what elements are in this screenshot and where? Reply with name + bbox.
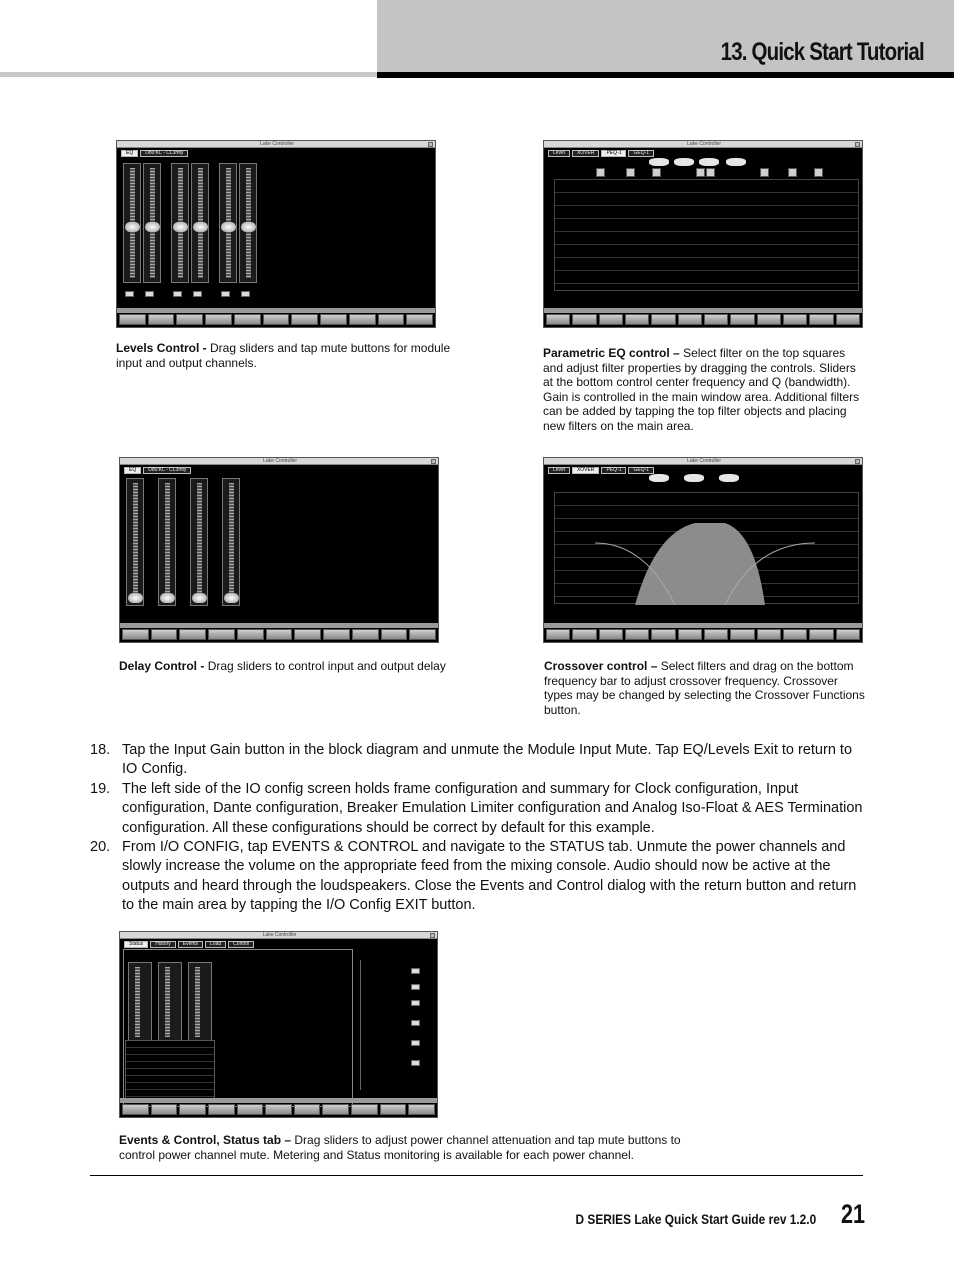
- caption-title: Delay Control -: [119, 659, 208, 673]
- levels-control-screenshot: [116, 140, 436, 328]
- window-title: Lake Controller: [263, 458, 297, 464]
- filter-object: [649, 158, 669, 166]
- window-titlebar: [120, 932, 437, 939]
- footer-rule: [90, 1175, 863, 1176]
- tab-status: Status: [124, 941, 148, 948]
- filter-square: [706, 168, 715, 177]
- bottom-button-row: [122, 1104, 435, 1115]
- level-slider: [219, 163, 237, 283]
- window-titlebar: [117, 141, 435, 148]
- tab-level: Level: [548, 150, 570, 157]
- crossover-graph: [554, 492, 859, 604]
- filter-object: [649, 474, 669, 482]
- tab-geq: GEQ-1: [628, 467, 654, 474]
- filter-object: [699, 158, 719, 166]
- delay-tabs: [124, 467, 191, 474]
- status-caption: [119, 1133, 709, 1162]
- mute-button: [221, 291, 230, 297]
- filter-square: [760, 168, 769, 177]
- step-18: [90, 741, 865, 780]
- levels-caption: [116, 341, 466, 370]
- tutorial-steps: [90, 741, 865, 916]
- filter-object: [684, 474, 704, 482]
- status-bar: [544, 308, 862, 313]
- window-titlebar: [544, 141, 862, 148]
- header-rule: [377, 72, 954, 78]
- delay-control-screenshot: [119, 457, 439, 643]
- status-bar: [120, 1098, 437, 1103]
- close-icon: [428, 142, 433, 147]
- tab-peq: PEQ-1: [601, 467, 626, 474]
- window-title: Lake Controller: [687, 458, 721, 464]
- events-control-status-screenshot: [119, 931, 438, 1118]
- mute-button: [125, 291, 134, 297]
- crossover-curve: [555, 493, 860, 605]
- bottom-button-row: [546, 629, 860, 640]
- mute-button: [241, 291, 250, 297]
- eq-graph: [554, 179, 859, 291]
- caption-body: Drag sliders to adjust power channel attenuation and tap mute buttons to control power channel mute. Metering and Status monitoring is available for each power channel.: [119, 1133, 681, 1162]
- filter-object: [719, 474, 739, 482]
- close-icon: [430, 933, 435, 938]
- filter-object: [674, 158, 694, 166]
- tab-control: Control: [228, 941, 254, 948]
- level-slider: [123, 163, 141, 283]
- window-title: Lake Controller: [260, 141, 294, 147]
- delay-slider: [190, 478, 208, 606]
- caption-body: Select filters and drag on the bottom frequency bar to adjust crossover frequency. Crossover types may be changed by selecting the Crossover Functions button.: [544, 659, 865, 717]
- filter-square: [626, 168, 635, 177]
- step-number: 20.: [90, 839, 111, 856]
- channel-info: [125, 1040, 215, 1100]
- parametric-eq-screenshot: [543, 140, 863, 328]
- tab-history: History: [150, 941, 176, 948]
- level-slider: [191, 163, 209, 283]
- tab-module: D80:KL - CL3mty: [140, 150, 188, 157]
- tab-eq: EQ: [124, 467, 141, 474]
- status-bar: [120, 623, 438, 628]
- chapter-title: 13. Quick Start Tutorial: [720, 38, 924, 66]
- mute-button: [145, 291, 154, 297]
- xover-tabs: [548, 467, 654, 474]
- close-icon: [855, 459, 860, 464]
- filter-object: [726, 158, 746, 166]
- status-bar: [117, 308, 435, 313]
- step-text: Tap the Input Gain button in the block diagram and unmute the Module Input Mute. Tap EQ/Levels Exit to return to IO Config.: [122, 742, 853, 778]
- caption-title: Parametric EQ control –: [543, 346, 684, 360]
- xover-caption: [544, 659, 866, 717]
- guide-title: D SERIES Lake Quick Start Guide rev 1.2.0: [575, 1211, 816, 1227]
- step-text: The left side of the IO config screen holds frame configuration and summary for Clock configuration, Input configuration, Dante configuration, Breaker Emulation Limiter configuration and Analog Iso-Float & AES Termination configuration. All these configurations should be correct by default for this example.: [122, 780, 863, 836]
- caption-body: Drag sliders and tap mute buttons for module input and output channels.: [116, 341, 451, 370]
- tab-module: D80:KL - CL3mty: [143, 467, 191, 474]
- peq-caption: [543, 346, 865, 433]
- caption-title: Levels Control -: [116, 341, 211, 355]
- tab-level: Level: [548, 467, 570, 474]
- filter-square: [696, 168, 705, 177]
- step-number: 18.: [90, 742, 111, 758]
- tab-xover: XOVER: [572, 467, 600, 474]
- tab-peq: PEQ-1: [601, 150, 626, 157]
- close-icon: [431, 459, 436, 464]
- filter-square: [652, 168, 661, 177]
- tab-eq: EQ: [121, 150, 138, 157]
- level-slider: [171, 163, 189, 283]
- window-title: Lake Controller: [687, 141, 721, 147]
- mute-button: [173, 291, 182, 297]
- tab-load: Load: [205, 941, 226, 948]
- filter-square: [814, 168, 823, 177]
- mute-button: [193, 291, 202, 297]
- caption-body: Select filter on the top squares and adjust filter properties by dragging the controls. Sliders at the bottom control center frequency and Q (bandwidth). Gain is controlled in the main window area. Additional filters can be added by tapping the top filter objects and placing new filters on the main area.: [543, 346, 860, 433]
- levels-tabs: [121, 150, 188, 157]
- caption-body: Drag sliders to control input and output delay: [207, 659, 446, 673]
- window-title: Lake Controller: [262, 932, 297, 938]
- bottom-button-row: [122, 629, 436, 640]
- tab-geq: GEQ-1: [628, 150, 654, 157]
- filter-square: [596, 168, 605, 177]
- status-bar: [544, 623, 862, 628]
- close-icon: [855, 142, 860, 147]
- bottom-button-row: [546, 314, 860, 325]
- tab-xover: XOVER: [572, 150, 600, 157]
- bottom-button-row: [119, 314, 433, 325]
- header-left-rule: [0, 72, 377, 77]
- tab-events: Events: [178, 941, 203, 948]
- attenuation-slider: [128, 962, 152, 1042]
- attenuation-slider: [188, 962, 212, 1042]
- peq-tabs: [548, 150, 654, 157]
- step-20: [90, 838, 865, 916]
- step-text: From I/O CONFIG, tap EVENTS & CONTROL and navigate to the STATUS tab. Unmute the power channels and slowly increase the volume on the appropriate feed from the mixing console. Audio should now be active at the outputs and heard through the loudspeakers. Close the Events and Control dialog with the return button and return to the main area by tapping the I/O Config EXIT button.: [122, 839, 857, 914]
- delay-caption: [119, 659, 479, 674]
- filter-square: [788, 168, 797, 177]
- status-tabs: [124, 941, 254, 948]
- delay-slider: [222, 478, 240, 606]
- crossover-control-screenshot: [543, 457, 863, 643]
- page-number: 21: [840, 1199, 865, 1229]
- right-diagram: [360, 960, 434, 1090]
- level-slider: [239, 163, 257, 283]
- step-19: [90, 780, 865, 838]
- delay-slider: [126, 478, 144, 606]
- level-slider: [143, 163, 161, 283]
- window-titlebar: [544, 458, 862, 465]
- attenuation-slider: [158, 962, 182, 1042]
- caption-title: Crossover control –: [544, 659, 661, 673]
- step-number: 19.: [90, 780, 111, 797]
- delay-slider: [158, 478, 176, 606]
- caption-title: Events & Control, Status tab –: [119, 1133, 295, 1147]
- window-titlebar: [120, 458, 438, 465]
